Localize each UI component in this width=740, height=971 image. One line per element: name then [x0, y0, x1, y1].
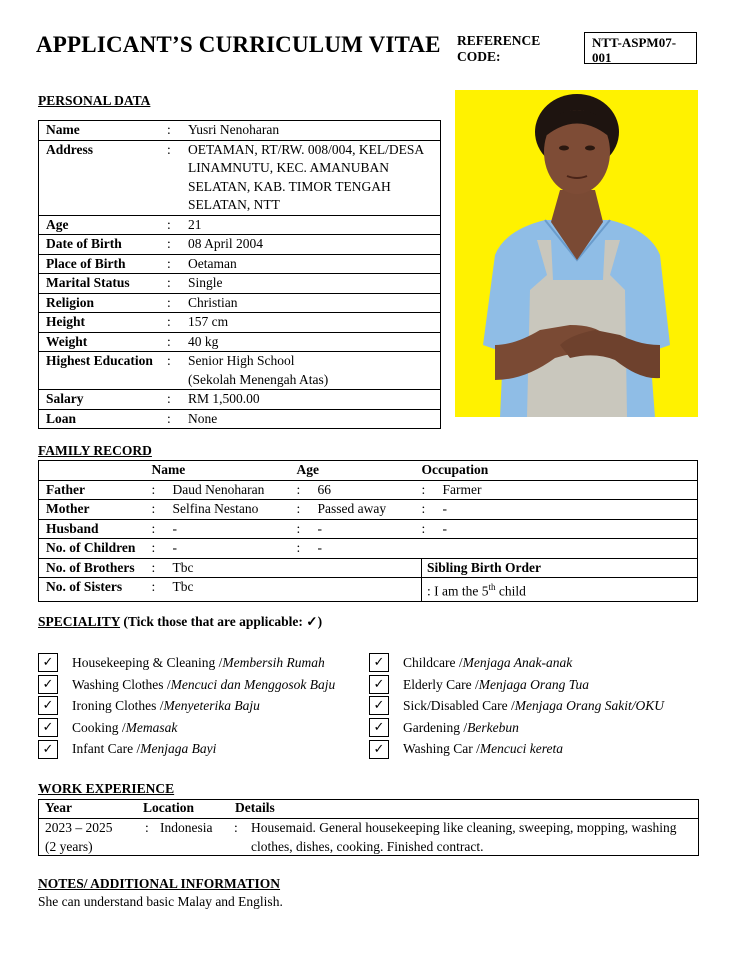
- work-details: Housemaid. General housekeeping like cleaning, sweeping, mopping, washing clothes, dishes, cooking. Finished contract.: [251, 820, 677, 854]
- notes-heading: NOTES/ ADDITIONAL INFORMATION: [38, 876, 281, 891]
- checkbox[interactable]: ✓: [369, 653, 389, 672]
- row-marital: Marital Status : Single: [39, 274, 441, 294]
- row-weight: Weight : 40 kg: [39, 332, 441, 352]
- speciality-item: ✓ Gardening / Berkebun: [369, 717, 664, 739]
- work-col-year: Year: [45, 800, 72, 815]
- checkbox[interactable]: ✓: [369, 718, 389, 737]
- checkbox[interactable]: ✓: [369, 740, 389, 759]
- row-height: Height : 157 cm: [39, 313, 441, 333]
- row-religion: Religion : Christian: [39, 293, 441, 313]
- family-row-children: No. of Children : - : -: [39, 539, 698, 559]
- personal-data-heading: PERSONAL DATA: [38, 93, 151, 108]
- speciality-item: ✓ Elderly Care / Menjaga Orang Tua: [369, 674, 664, 696]
- work-col-location: Location: [143, 800, 195, 815]
- speciality-item: ✓ Infant Care / Menjaga Bayi: [38, 738, 335, 760]
- speciality-item: ✓ Washing Car / Mencuci kereta: [369, 738, 664, 760]
- speciality-heading: SPECIALITY (Tick those that are applicable: ✓): [38, 614, 323, 629]
- checkbox[interactable]: ✓: [38, 718, 58, 737]
- checkbox[interactable]: ✓: [369, 675, 389, 694]
- speciality-item: ✓ Childcare / Menjaga Anak-anak: [369, 652, 664, 674]
- row-pob: Place of Birth : Oetaman: [39, 254, 441, 274]
- family-row-mother: Mother : Selfina Nestano : Passed away : -: [39, 500, 698, 520]
- page-title: APPLICANT’S CURRICULUM VITAE: [36, 32, 441, 57]
- family-header-row: Name Age Occupation: [39, 461, 698, 481]
- row-education: Highest Education : Senior High School (Sekolah Menengah Atas): [39, 352, 441, 390]
- checkbox[interactable]: ✓: [38, 696, 58, 715]
- reference-code: NTT-ASPM07- 001: [584, 32, 697, 64]
- row-age: Age : 21: [39, 215, 441, 235]
- row-dob: Date of Birth : 08 April 2004: [39, 235, 441, 255]
- speciality-item: ✓ Ironing Clothes / Menyeterika Baju: [38, 695, 335, 717]
- work-year: 2023 – 2025 (2 years): [45, 820, 113, 854]
- sibling-birth-order: : I am the 5th child: [422, 578, 698, 602]
- applicant-photo-illustration: [455, 90, 698, 417]
- reference-label: REFERENCE CODE:: [457, 33, 541, 64]
- row-salary: Salary : RM 1,500.00: [39, 390, 441, 410]
- family-record-heading: FAMILY RECORD: [38, 443, 152, 458]
- speciality-left-list: [38, 652, 335, 760]
- speciality-item: ✓ Cooking / Memasak: [38, 717, 335, 739]
- family-record-table: [38, 460, 698, 602]
- checkbox[interactable]: ✓: [38, 740, 58, 759]
- checkbox[interactable]: ✓: [38, 653, 58, 672]
- row-address: Address : OETAMAN, RT/RW. 008/004, KEL/DESA LINAMNUTU, KEC. AMANUBAN SELATAN, KAB. TIMOR TENGAH SELATAN, NTT: [39, 140, 441, 215]
- speciality-item: ✓ Housekeeping & Cleaning / Membersih Rumah: [38, 652, 335, 674]
- notes-text: She can understand basic Malay and English.: [38, 894, 283, 909]
- work-col-details: Details: [235, 800, 275, 815]
- checkbox[interactable]: ✓: [38, 675, 58, 694]
- checkbox[interactable]: ✓: [369, 696, 389, 715]
- speciality-item: ✓ Washing Clothes / Mencuci dan Menggosok Baju: [38, 674, 335, 696]
- speciality-right-list: [369, 652, 664, 760]
- row-name: Name : Yusri Nenoharan: [39, 121, 441, 141]
- family-row-husband: Husband : - : - : -: [39, 519, 698, 539]
- personal-data-table: [38, 120, 441, 429]
- family-row-father: Father : Daud Nenoharan : 66 : Farmer: [39, 480, 698, 500]
- row-loan: Loan : None: [39, 409, 441, 429]
- applicant-photo: [455, 90, 698, 417]
- work-location: Indonesia: [160, 820, 213, 835]
- family-row-sisters: No. of Sisters : Tbc : I am the 5th child: [39, 578, 698, 602]
- family-row-brothers: No. of Brothers : Tbc Sibling Birth Order: [39, 558, 698, 578]
- work-experience-heading: WORK EXPERIENCE: [38, 781, 175, 796]
- speciality-item: ✓ Sick/Disabled Care / Menjaga Orang Sakit/OKU: [369, 695, 664, 717]
